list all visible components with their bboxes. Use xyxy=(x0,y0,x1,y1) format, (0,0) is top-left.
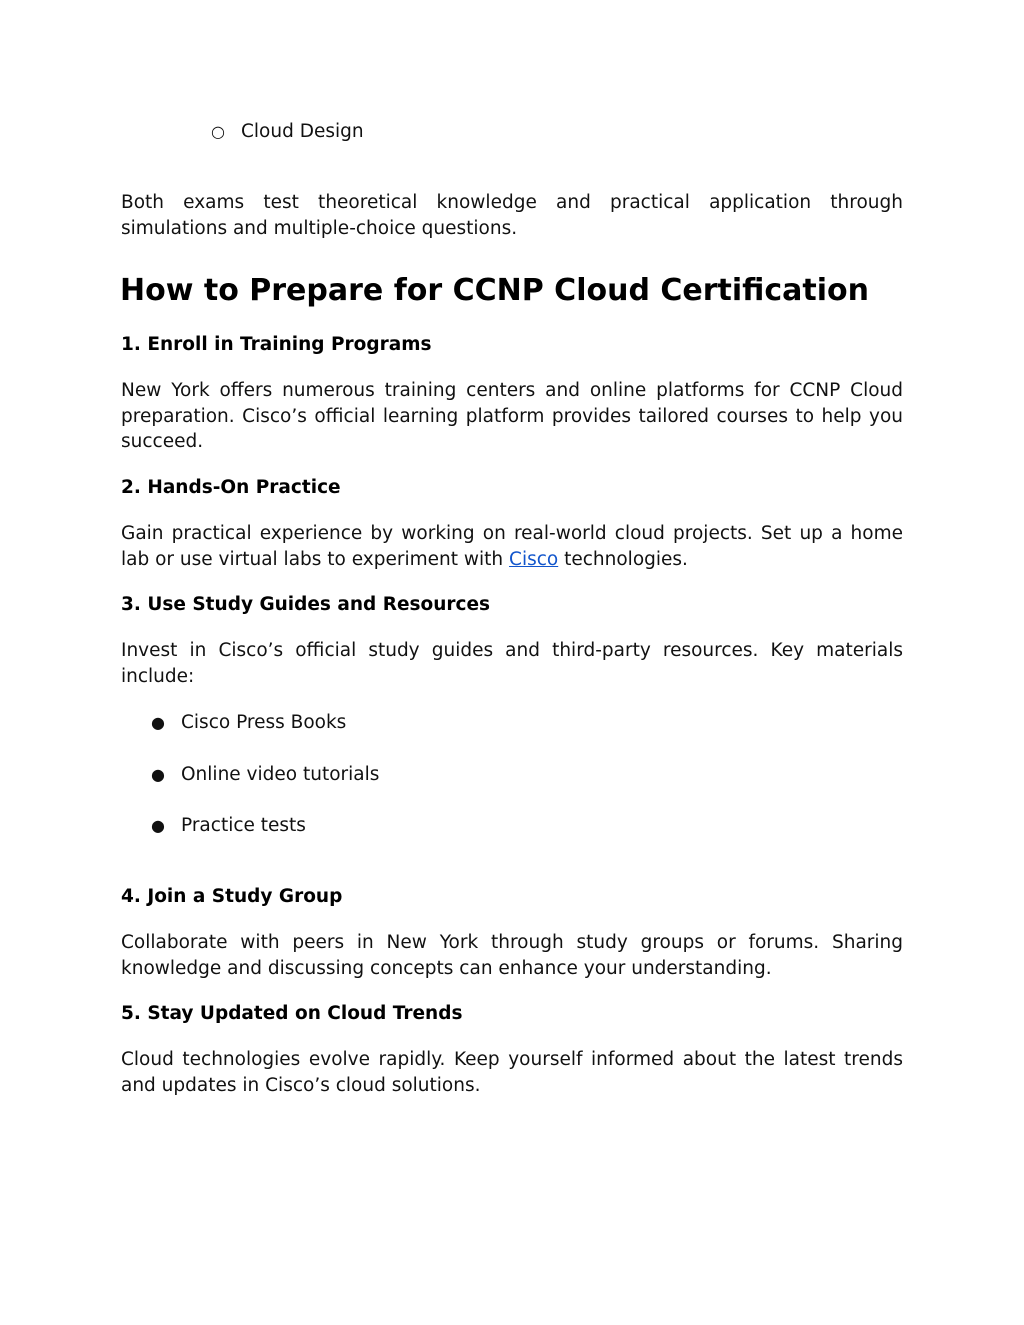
section-body-study-guides: Invest in Cisco’s official study guides and third-party resources. Key materials include: xyxy=(121,640,903,687)
practice-text-before-link: Gain practical experience by working on real-world cloud projects. Set up a home lab or use virtual labs to experiment with xyxy=(121,523,903,570)
section-heading-study-guides: 3. Use Study Guides and Resources xyxy=(121,594,491,615)
section-body-training: New York offers numerous training centers and online platforms for CCNP Cloud preparation. Cisco’s official learning platform provides tailored courses to help you succeed. xyxy=(121,380,903,453)
section-heading-cloud-trends: 5. Stay Updated on Cloud Trends xyxy=(121,1003,463,1024)
section-body-practice xyxy=(121,521,903,572)
list-item: Practice tests xyxy=(181,815,306,836)
section-body-study-group: Collaborate with peers in New York through study groups or forums. Sharing knowledge and discussing concepts can enhance your understanding. xyxy=(121,932,903,979)
section-heading-practice: 2. Hands-On Practice xyxy=(121,477,341,498)
exams-paragraph: Both exams test theoretical knowledge and practical application through simulations and multiple-choice questions. xyxy=(121,192,903,239)
cisco-link[interactable]: Cisco xyxy=(509,548,559,570)
section-heading-study-group: 4. Join a Study Group xyxy=(121,886,343,907)
bullet-marker: ● xyxy=(151,816,165,835)
list-item: Cisco Press Books xyxy=(181,712,347,733)
practice-text-after-link: technologies. xyxy=(558,548,688,570)
bullet-marker: ● xyxy=(151,713,165,732)
page-title: How to Prepare for CCNP Cloud Certification xyxy=(120,273,870,308)
list-item: Online video tutorials xyxy=(181,764,380,785)
sub-list-item: Cloud Design xyxy=(241,121,364,142)
bullet-marker: ● xyxy=(151,765,165,784)
section-body-cloud-trends: Cloud technologies evolve rapidly. Keep yourself informed about the latest trends and updates in Cisco’s cloud solutions. xyxy=(121,1049,903,1096)
section-heading-training: 1. Enroll in Training Programs xyxy=(121,334,432,355)
sub-bullet-marker: ○ xyxy=(211,122,225,141)
